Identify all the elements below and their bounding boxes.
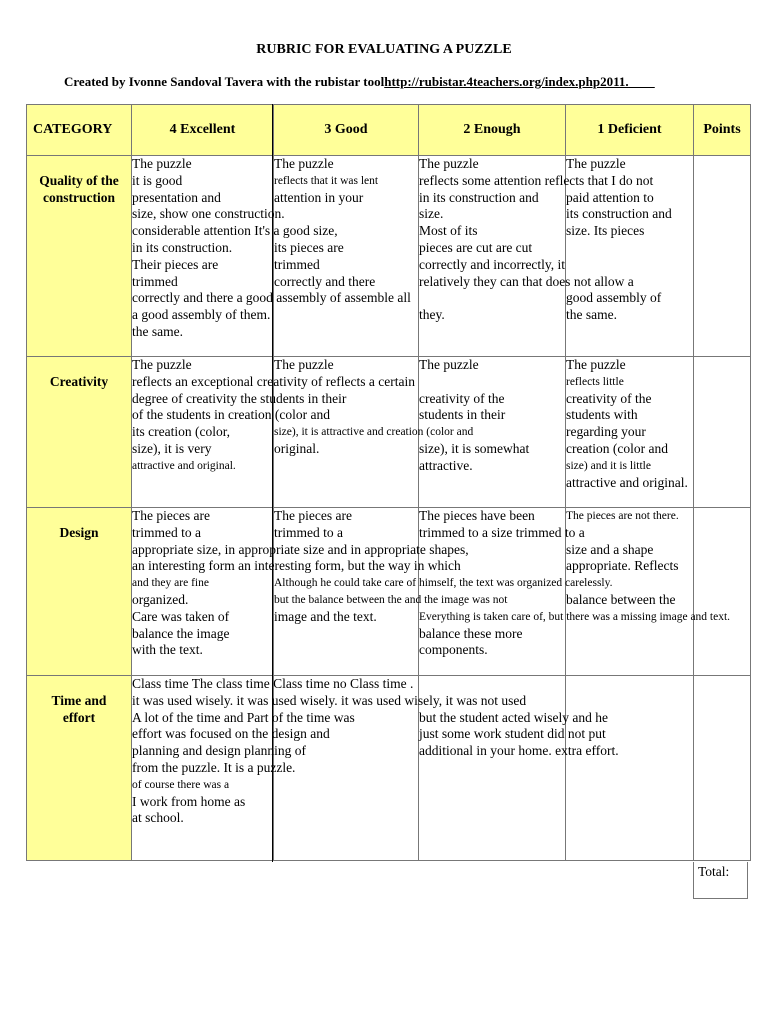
category-label-line: Creativity	[49, 374, 109, 389]
table-row	[27, 156, 751, 357]
category-label	[27, 508, 131, 541]
header-row	[27, 105, 751, 156]
criteria-line: planning and design planning of	[132, 743, 306, 759]
criteria-line: size.	[419, 206, 444, 222]
criteria-line: but the balance between the and the image was not	[274, 593, 508, 606]
criteria-line: size and a shape	[566, 541, 654, 557]
criteria-line: additional in your home. extra effort.	[419, 743, 619, 759]
criteria-line: pieces are cut are cut	[419, 239, 533, 255]
category-cell	[27, 156, 132, 357]
category-cell	[27, 508, 132, 676]
criteria-line: its construction and	[566, 206, 672, 222]
criteria-line: The puzzle	[274, 156, 334, 171]
criteria-line: trimmed to a	[274, 524, 343, 540]
rubistar-link[interactable]: http://rubistar.4teachers.org/index.php2011.	[384, 74, 629, 89]
criteria-line: appropriate. Reflects	[566, 558, 679, 574]
points-cell	[694, 357, 751, 508]
header-deficient: 1 Deficient	[566, 105, 694, 156]
criteria-line: of course there was a	[132, 778, 230, 791]
criteria-line: A lot of the time and Part of the time was	[132, 709, 355, 725]
header-excellent: 4 Excellent	[132, 105, 274, 156]
criteria-line	[419, 676, 565, 693]
criteria-line: balance between the	[566, 591, 676, 607]
criteria-line: The puzzle	[566, 357, 626, 372]
criteria-line	[419, 290, 565, 307]
criteria-line: correctly and there a good assembly of assemble all	[132, 290, 411, 306]
criteria-line: presentation and	[132, 189, 221, 205]
rubric-table	[26, 104, 751, 861]
criteria-line: a good assembly of them.	[132, 307, 271, 323]
criteria-line: components.	[419, 642, 488, 658]
criteria-line: just some work student did not put	[419, 726, 606, 742]
criteria-line: the same.	[132, 323, 183, 339]
criteria-line: from the puzzle. It is a puzzle.	[132, 759, 296, 775]
criteria-line: its pieces are	[274, 239, 344, 255]
criteria-line: of the students in creation (color and	[132, 407, 330, 423]
header-good: 3 Good	[274, 105, 419, 156]
criteria-line	[566, 525, 693, 542]
criteria-line: reflects little	[566, 375, 624, 388]
table-row	[27, 676, 751, 861]
criteria-line: students with	[566, 407, 638, 423]
criteria-line: effort was focused on the design and	[132, 726, 330, 742]
criteria-line: size), it is attractive and creation (color and	[274, 426, 474, 439]
criteria-line: at school.	[132, 810, 184, 826]
criteria-line: reflects some attention reflects that I do not	[419, 172, 654, 188]
criteria-cell-deficient	[566, 676, 694, 861]
criteria-line: The puzzle	[132, 357, 192, 372]
criteria-line: Care was taken of	[132, 608, 230, 624]
criteria-line: degree of creativity the students in their	[132, 390, 347, 406]
points-cell	[694, 676, 751, 861]
criteria-line: size. Its pieces	[566, 223, 645, 239]
category-label-line: Quality of the	[39, 173, 119, 188]
header-enough: 2 Enough	[419, 105, 566, 156]
total-label: Total:	[698, 864, 730, 879]
criteria-line: students in their	[419, 407, 506, 423]
criteria-line: size), it is very	[132, 440, 212, 456]
subtitle	[64, 74, 655, 90]
criteria-line: balance the image	[132, 625, 230, 641]
criteria-line: reflects an exceptional creativity of reflects a certain	[132, 373, 415, 389]
criteria-line	[274, 206, 418, 223]
criteria-line: original.	[274, 440, 320, 456]
criteria-line	[419, 374, 565, 391]
criteria-line: creativity of the	[566, 390, 652, 406]
criteria-line: trimmed to a	[132, 524, 201, 540]
criteria-line: The puzzle	[419, 357, 479, 372]
subtitle-prefix: Created by Ivonne Sandoval Tavera with the rubistar tool	[64, 74, 385, 89]
criteria-line: but the student acted wisely and he	[419, 709, 608, 725]
criteria-line: attention in your	[274, 189, 364, 205]
points-cell	[694, 508, 751, 676]
criteria-line: Their pieces are	[132, 256, 219, 272]
criteria-line: in its construction and	[419, 189, 539, 205]
criteria-cell-good	[274, 156, 419, 357]
criteria-line: creation (color and	[566, 440, 668, 456]
criteria-line: The puzzle	[419, 156, 479, 171]
criteria-line: and they are fine	[132, 577, 209, 590]
criteria-line: attractive.	[419, 457, 473, 473]
category-label-line: Design	[59, 525, 99, 540]
table-row	[27, 357, 751, 508]
criteria-line: balance these more	[419, 625, 523, 641]
total-cell	[693, 862, 748, 899]
criteria-line: relatively they can that does not allow a	[419, 273, 634, 289]
criteria-line: size, show one construction.	[132, 206, 285, 222]
criteria-line: image and the text.	[274, 608, 377, 624]
category-cell	[27, 676, 132, 861]
criteria-line: The pieces have been	[419, 508, 535, 523]
category-label	[27, 357, 131, 390]
category-label	[27, 676, 131, 726]
criteria-line: trimmed	[132, 273, 178, 289]
criteria-line: Although he could take care of himself, the text was organized carelessly.	[274, 577, 613, 590]
criteria-line: reflects that it was lent	[274, 174, 379, 187]
criteria-line: appropriate size, in appropriate size and in appropriate shapes,	[132, 541, 469, 557]
criteria-line	[566, 257, 693, 274]
criteria-line: organized.	[132, 591, 189, 607]
criteria-line: The pieces are	[274, 508, 352, 523]
criteria-line: creativity of the	[419, 390, 505, 406]
criteria-line: its creation (color,	[132, 424, 231, 440]
criteria-line: an interesting form an interesting form, but the way in which	[132, 558, 461, 574]
criteria-line: in its construction.	[132, 239, 233, 255]
page-title: RUBRIC FOR EVALUATING A PUZZLE	[256, 42, 512, 57]
criteria-line: they.	[419, 307, 445, 323]
criteria-line: attractive and original.	[132, 459, 236, 472]
criteria-cell-deficient	[566, 357, 694, 508]
criteria-line	[566, 240, 693, 257]
criteria-line: attractive and original.	[566, 474, 688, 490]
subtitle-trail: ____	[628, 74, 655, 89]
category-label-line: Time and	[51, 693, 107, 708]
criteria-line: The puzzle	[566, 156, 626, 171]
criteria-line: trimmed to a size trimmed to a	[419, 524, 585, 540]
criteria-line: the same.	[566, 307, 617, 323]
criteria-line: regarding your	[566, 424, 646, 440]
criteria-line: size), it is somewhat	[419, 440, 530, 456]
criteria-line: paid attention to	[566, 189, 654, 205]
criteria-line: it is good	[132, 172, 183, 188]
criteria-line: good assembly of	[566, 290, 662, 306]
criteria-line: The pieces are not there.	[566, 510, 679, 522]
category-label-line: construction	[43, 190, 115, 205]
points-cell	[694, 156, 751, 357]
category-cell	[27, 357, 132, 508]
criteria-line: it was used wisely. it was used wisely. it was used wisely, it was not used	[132, 692, 527, 708]
criteria-line: The puzzle	[274, 357, 334, 372]
criteria-line: with the text.	[132, 642, 203, 658]
criteria-line: The puzzle	[132, 156, 192, 171]
criteria-line: Most of its	[419, 223, 478, 239]
category-label-line: effort	[62, 710, 96, 725]
criteria-line: correctly and there	[274, 273, 376, 289]
criteria-line: correctly and incorrectly, it	[419, 256, 566, 272]
category-label	[27, 156, 131, 206]
criteria-line: Everything is taken care of, but there was a missing image and text.	[419, 610, 731, 623]
header-category: CATEGORY	[27, 105, 132, 156]
criteria-line: trimmed	[274, 256, 320, 272]
criteria-line: I work from home as	[132, 793, 246, 809]
criteria-line: size) and it is little	[566, 459, 651, 472]
criteria-line: The pieces are	[132, 508, 210, 523]
column-divider	[272, 104, 273, 862]
criteria-line: Class time The class time Class time no Class time .	[132, 676, 414, 691]
table-row	[27, 508, 751, 676]
criteria-line: considerable attention It's a good size,	[132, 223, 338, 239]
header-points: Points	[694, 105, 751, 156]
